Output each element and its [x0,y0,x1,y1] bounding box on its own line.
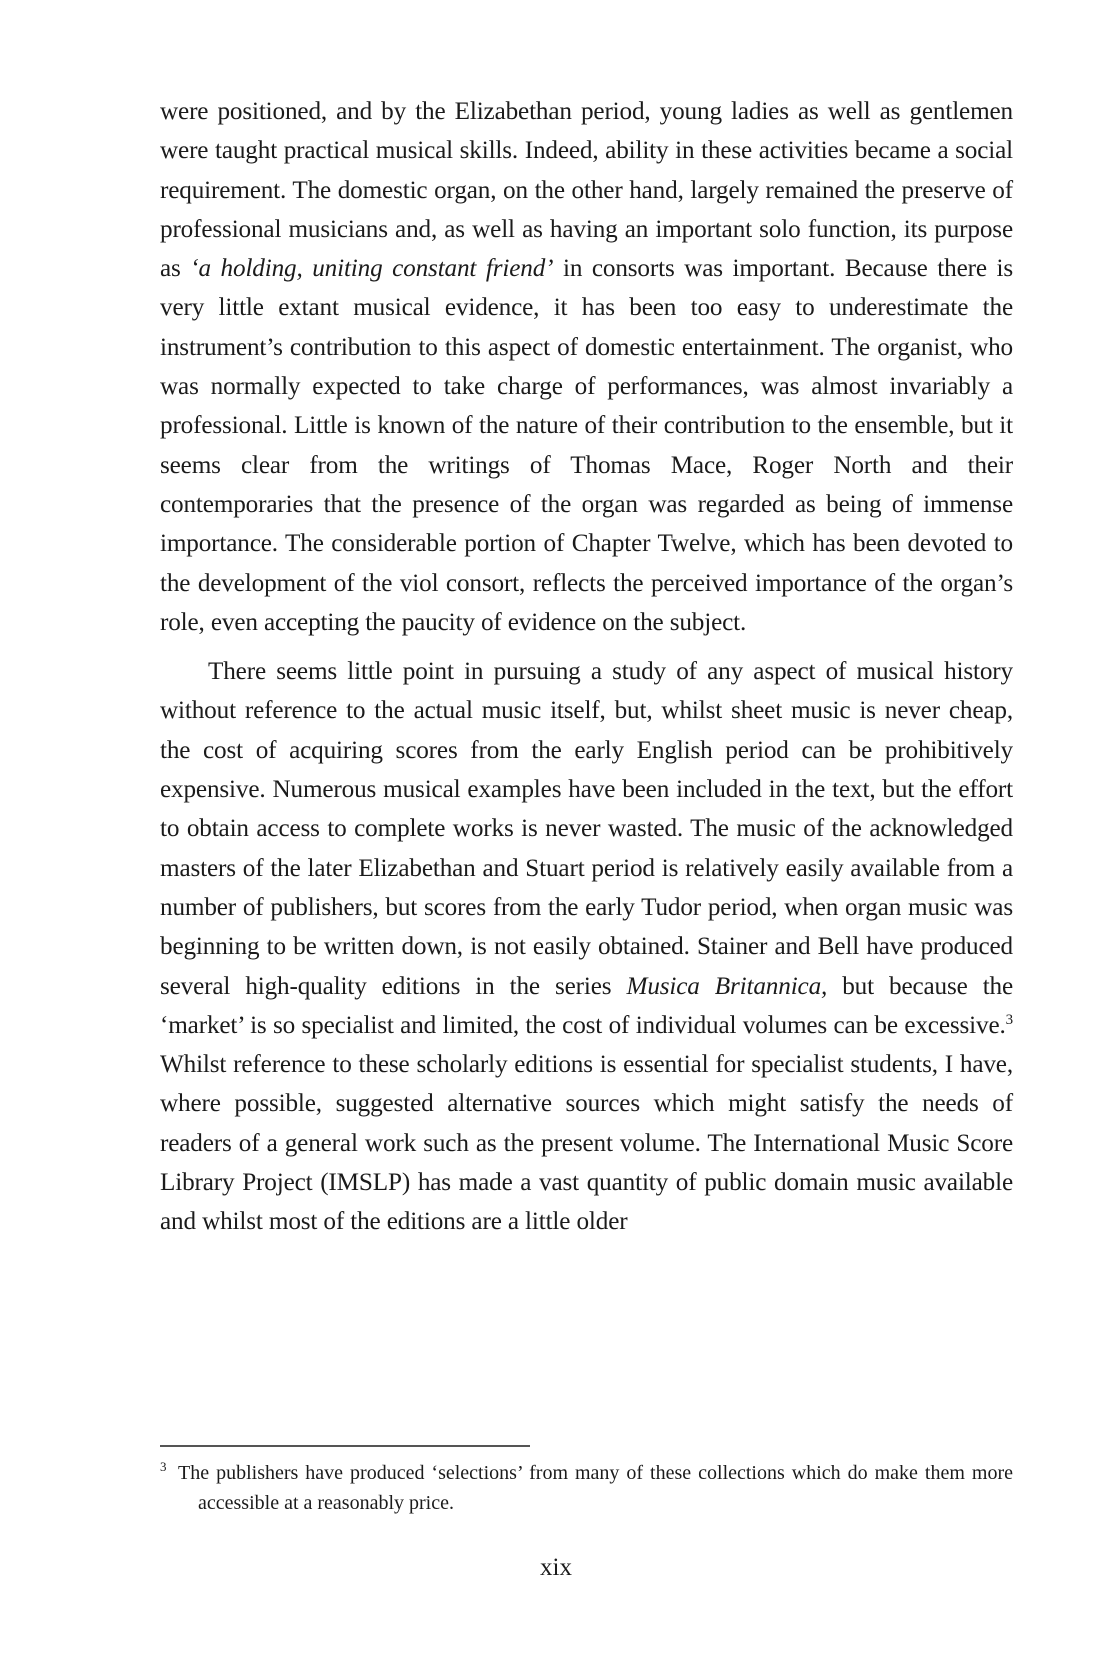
footnote-reference[interactable]: 3 [1005,1011,1013,1028]
paragraph-2-text-b: but because the ‘market’ is so specialist and limited, the cost of individual volumes can be excessive. [160,972,1014,1039]
paragraph-2 [160,652,1013,1241]
paragraph-1-text-b: in consorts was important. Because there is very little extant musical evidence, it has been too easy to underestimate the instrument’s contribution to this aspect of domestic entertainment. The organist, who was normally expected to take charge of performances, was almost invariably a professional. Little is known of the nature of their contribution to the ensemble, but it seems clear from the writings of Thomas Mace, Roger North and their contemporaries that the presence of the organ was regarded as being of immense importance. The considerable portion of Chapter Twelve, which has been devoted to the development of the viol consort, reflects the perceived importance of the organ’s role, even accepting the paucity of evidence on the subject. [160,255,1013,636]
body-text [160,92,1013,1242]
page-number: xix [540,1554,572,1581]
paragraph-1-quote-italic: ‘a holding, uniting constant friend’ [190,255,554,283]
footnote-divider [160,1445,530,1447]
footnote-text: The publishers have produced ‘selections’ from many of these collections which do make them more accessible at a reasonably price. [178,1462,1013,1514]
paragraph-2-text-a: There seems little point in pursuing a study of any aspect of musical history without reference to the actual music itself, but, whilst sheet music is never cheap, the cost of acquiring scores from the early English period can be prohibitively expensive. Numerous musical examples have been included in the text, but the effort to obtain access to complete works is never wasted. The music of the acknowledged masters of the later Elizabethan and Stuart period is relatively easily available from a number of publishers, but scores from the early Tudor period, when organ music was beginning to be written down, is not easily obtained. Stainer and Bell have produced several high-quality editions in the series [160,658,1013,1000]
paragraph-2-text-c: Whilst reference to these scholarly editions is essential for specialist students, I have, where possible, suggested alternative sources which might satisfy the needs of readers of a general work such as the present volume. The International Music Score Library Project (IMSLP) has made a vast quantity of public domain music available and whilst most of the editions are a little older [160,1051,1013,1236]
paragraph-2-title-italic: Musica Britannica, [626,972,828,1000]
footnote: 3 The publishers have produced ‘selections’ from many of these collections which do make them more accessible at a reasonably price. [160,1459,1013,1514]
paragraph-1 [160,92,1013,642]
paragraph-1-text-a: were positioned, and by the Elizabethan period, young ladies as well as gentlemen were taught practical musical skills. Indeed, ability in these activities became a social requirement. The domestic organ, on the other hand, largely remained the preserve of professional musicians and, as well as having an important solo function, its purpose as [160,98,1013,283]
